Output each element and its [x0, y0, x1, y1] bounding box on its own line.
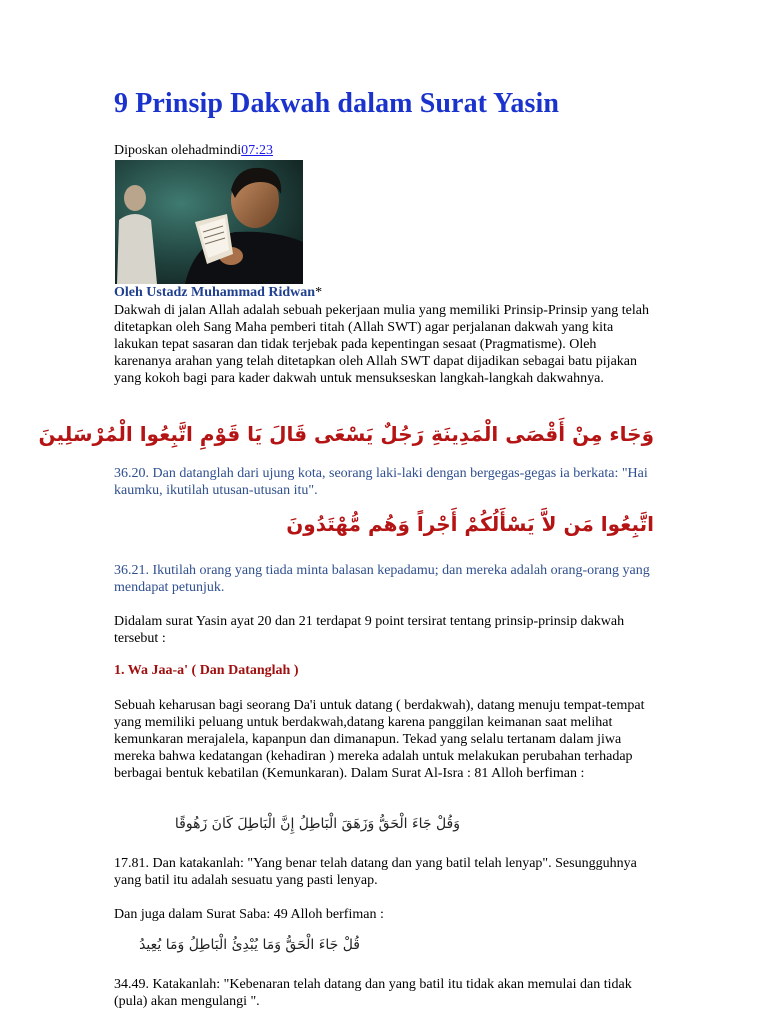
arabic-verse-2: اتَّبِعُوا مَن لاَّ يَسْأَلُكُمْ أَجْراً وَهُم مُّهْتَدُونَ — [286, 512, 654, 536]
posted-author: admindi — [195, 143, 242, 158]
point-1-paragraph: Sebuah keharusan bagi seorang Da'i untuk datang ( berdakwah), datang menuju tempat-tempat yang memiliki peluang untuk berdakwah,datang karena panggilan keimanan saat melihat kemunkaran merajalela, kapanpun dan dimanapun. Tekad yang selalu tertanam dalam jiwa mereka bahwa kedatangan (kehadiran ) mereka adalah untuk melakukan perubahan terhadap berbagai bentuk kebatilan (Kemunkaran). Dalam Surat Al-Isra : 81 Alloh berfiman : — [114, 698, 645, 781]
arabic-verse-4: قُلْ جَاءَ الْحَقُّ وَمَا يُبْدِئُ الْبَاطِلُ وَمَا يُعِيدُ — [139, 937, 360, 953]
translation-2: 36.21. Ikutilah orang yang tiada minta balasan kepadamu; dan mereka adalah orang-orang yang mendapat petunjuk. — [114, 563, 650, 595]
translation-4: 34.49. Katakanlah: "Kebenaran telah datang dan yang batil itu tidak akan memulai dan tidak (pula) akan mengulangi ". — [114, 977, 632, 1009]
post-photo — [115, 160, 303, 284]
author-star: * — [315, 285, 323, 300]
arabic-verse-1: وَجَاء مِنْ أَقْصَى الْمَدِينَةِ رَجُلٌ يَسْعَى قَالَ يَا قَوْمِ اتَّبِعُوا الْمُرْسَلِينَ — [38, 422, 654, 446]
saba-paragraph: Dan juga dalam Surat Saba: 49 Alloh berfiman : — [114, 907, 384, 922]
point-heading-1: 1. Wa Jaa-a' ( Dan Datanglah ) — [114, 663, 299, 678]
post-time-link[interactable]: 07:23 — [241, 143, 274, 158]
intro-paragraph: Dakwah di jalan Allah adalah sebuah pekerjaan mulia yang memiliki Prinsip-Prinsip yang telah ditetapkan oleh Sang Maha pemberi titah (Allah SWT) agar perjalanan dakwah yang kita lakukan tepat sasaran dan tidak terjebak pada kepentingan sesaat (Pragmatisme). Oleh karenanya arahan yang telah ditetapkan oleh Allah SWT dapat dijadikan sebagai batu pijakan yang kokoh bagi para kader dakwah untuk mensukseskan langkah-langkah dakwahnya. — [114, 303, 649, 386]
post-meta — [114, 143, 273, 159]
posted-prefix: Diposkan oleh — [114, 143, 196, 158]
author-line — [114, 285, 322, 301]
translation-3: 17.81. Dan katakanlah: "Yang benar telah datang dan yang batil telah lenyap". Sesungguhnya yang batil itu adalah sesuatu yang pasti lenyap. — [114, 856, 637, 888]
points-paragraph: Didalam surat Yasin ayat 20 dan 21 terdapat 9 point tersirat tentang prinsip-prinsip dakwah tersebut : — [114, 614, 625, 646]
post-title[interactable]: 9 Prinsip Dakwah dalam Surat Yasin — [114, 88, 560, 119]
arabic-verse-3: وَقُلْ جَاءَ الْحَقُّ وَزَهَقَ الْبَاطِلُ إِنَّ الْبَاطِلَ كَانَ زَهُوقًا — [174, 816, 460, 832]
author-name: Oleh Ustadz Muhammad Ridwan — [114, 285, 316, 300]
translation-1: 36.20. Dan datanglah dari ujung kota, seorang laki-laki dengan bergegas-gegas ia berkata: "Hai kaumku, ikutilah utusan-utusan itu". — [114, 466, 648, 498]
